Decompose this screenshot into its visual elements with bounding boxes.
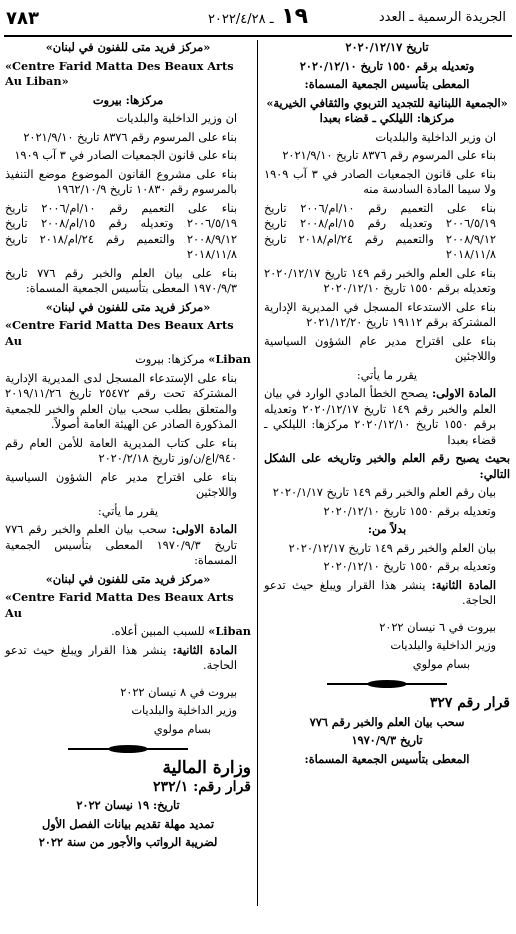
instead-of: بدلاً من: xyxy=(367,522,407,536)
correct-notice: بيان رقم العلم والخبر رقم ١٤٩ تاريخ ٢٠٢٠/١/١٧ xyxy=(272,486,496,499)
gazette-title: الجريدة الرسمية ـ العدد xyxy=(378,10,506,25)
preamble-minister: ان وزير الداخلية والبلديات xyxy=(375,130,496,144)
decision-subject: سحب بيان العلم والخبر رقم ٧٧٦ xyxy=(309,714,465,729)
article-1: المادة الاولى: يصحح الخطأ المادي الوارد في بيان العلم والخبر رقم ١٤٩ تاريخ ٢٠٢٠/١٢/١٧ وتعديله برقم ١٥٥٠ تاريخ ٢٠٢٠/١٢/١٠ مركزها: الليلكي ـ قضاء بعبدا xyxy=(264,386,496,447)
preamble-notice: بناء على بيان العلم والخبر رقم ٧٧٦ تاريخ ١٩٧٠/٩/٣ المعطى بتأسيس الجمعية المسماة: xyxy=(5,266,237,295)
decision-title: قرار رقم ٣٢٧ xyxy=(429,695,510,711)
amendment-line: وتعديله برقم ١٥٥٠ تاريخ ٢٠٢٠/١٢/١٠ xyxy=(299,58,475,73)
preamble-decree: بناء على المرسوم رقم ٨٣٧٦ تاريخ ٢٠٢١/٩/١٠ xyxy=(282,149,496,162)
decision-association-label: المعطى بتأسيس الجمعية المسماة: xyxy=(304,751,470,766)
preamble-law: بناء على قانون الجمعيات الصادر في ٣ آب ١٩٠٩ xyxy=(14,149,237,162)
association-name: «الجمعية اللبنانية للتجديد التربوي والثقافي الخيرية» مركزها: الليلكي ـ قضاء بعبدا xyxy=(266,95,508,125)
article-1-format: بحيث يصبح رقم العلم والخبر وتاريخه على الشكل التالي: xyxy=(264,451,510,481)
column-divider xyxy=(257,40,258,906)
preamble-circular: بناء على التعميم رقم ١٠/ام/٢٠٠٦ تاريخ ٢٠٠٦/٥/١٩ وتعديله رقم ١٥/ام/٢٠٠٨ تاريخ ٢٠٠٨/٩/١٢ والتعميم رقم ٢٤/ام/٢٠١٨ تاريخ ٢٠١٨/١١/٨ xyxy=(5,201,238,261)
association-arabic: «مركز فريد متى للفنون في لبنان» xyxy=(45,40,211,54)
signing-place: بيروت في ٦ نيسان ٢٠٢٢ xyxy=(379,620,496,634)
preamble-proposal: بناء على اقتراح مدير عام الشؤون السياسية واللاجئين xyxy=(264,334,496,363)
preamble-draft-law: بناء على مشروع القانون الموضوع موضع التنفيذ بالمرسوم رقم ١٠٨٣٠ تاريخ ١٩٦٢/١٠/٩ xyxy=(5,167,237,196)
date-line: تاريخ ٢٠٢٠/١٢/١٧ xyxy=(345,40,429,54)
left-column xyxy=(5,40,251,854)
right-column xyxy=(264,40,510,770)
preamble-notice: بناء على العلم والخبر رقم ١٤٩ تاريخ ٢٠٢٠/١٢/١٧ وتعديله برقم ١٥٥٠ تاريخ ٢٠٢٠/١٢/١٠ xyxy=(264,266,496,295)
decides-heading: يقرر ما يأتي: xyxy=(97,504,159,518)
preamble-decree: بناء على المرسوم رقم ٨٣٧٦ تاريخ ٢٠٢١/٩/١٠ xyxy=(23,130,237,144)
page-header xyxy=(6,4,510,34)
decision-subject-1: تمديد مهلة تقديم بيانات الفصل الأول xyxy=(42,816,214,831)
decision-subject-2: لضريبة الرواتب والأجور من سنة ٢٠٢٢ xyxy=(38,835,218,849)
preamble-request: بناء على الإستدعاء المسجل لدى المديرية الإدارية المشتركة تحت رقم ٢٥٤٧٢ تاريخ ٢٠١٩/١١/٢٦ والمتعلق بطلب سحب بيان العلم والخبر للجمعية المذكورة الصادر عن الهيئة العامة أصولاً. xyxy=(5,371,237,431)
notice-association-center: Liban» مركزها: بيروت xyxy=(135,352,251,366)
wrong-notice: بيان العلم والخبر رقم ١٤٩ تاريخ ٢٠٢٠/١٢/١٧ xyxy=(288,541,496,555)
decision-date: تاريخ: ١٩ نيسان ٢٠٢٢ xyxy=(76,798,180,812)
correct-amendment: وتعديله برقم ١٥٥٠ تاريخ ٢٠٢٠/١٢/١٠ xyxy=(323,504,496,518)
separator-ornament xyxy=(68,745,188,753)
decision-date: تاريخ ١٩٧٠/٩/٣ xyxy=(351,733,423,747)
preamble-security: بناء على كتاب المديرية العامة للأمن العام رقم ٩٤٠/اع/ن/وز تاريخ ٢٠٢٠/٢/١٨ xyxy=(5,436,237,465)
article-1-reason: Liban» للسبب المبين أعلاه. xyxy=(111,624,251,638)
article-1: المادة الاولى: سحب بيان العلم والخبر رقم ٧٧٦ تاريخ ١٩٧٠/٩/٣ المعطى بتأسيس الجمعية المسماة: xyxy=(5,522,237,567)
association-label: المعطى بتأسيس الجمعية المسماة: xyxy=(304,77,470,91)
minister-title: وزير الداخلية والبلديات xyxy=(131,704,237,717)
notice-association-french: «Centre Farid Matta Des Beaux Arts Au xyxy=(5,318,234,348)
association-center: مركزها: بيروت xyxy=(92,92,164,107)
article-1-association-french: «Centre Farid Matta Des Beaux Arts Au xyxy=(5,590,234,620)
preamble-circular: بناء على التعميم رقم ١٠/ام/٢٠٠٦ تاريخ ٢٠٠٦/٥/١٩ وتعديله رقم ١٥/ام/٢٠٠٨ تاريخ ٢٠٠٨/٩/١٢ والتعميم رقم ٢٤/ام/٢٠١٨ تاريخ ٢٠١٨/١١/٨ xyxy=(264,201,497,261)
minister-title: وزير الداخلية والبلديات xyxy=(390,639,496,652)
header-rule xyxy=(4,35,512,37)
decides-heading: يقرر ما يأتي: xyxy=(356,368,418,382)
issue-number: ١٩ ـ ٢٠٢٢/٤/٢٨ xyxy=(207,4,309,29)
ministry-heading: وزارة المالية xyxy=(162,758,251,778)
minister-name: بسام مولوي xyxy=(153,722,211,736)
separator-ornament xyxy=(327,680,447,688)
notice-association-arabic: «مركز فريد متى للفنون في لبنان» xyxy=(45,299,211,314)
preamble-minister: ان وزير الداخلية والبلديات xyxy=(116,112,237,125)
page-number: ٧٨٣ xyxy=(6,8,39,29)
minister-name: بسام مولوي xyxy=(412,657,470,671)
decision-number: قرار رقم: ٢٣٢/١ xyxy=(153,778,251,795)
preamble-request: بناء على الاستدعاء المسجل في المديرية الإدارية المشتركة برقم ١٩١١٢ تاريخ ٢٠٢١/١٢/٢٠ xyxy=(264,300,496,329)
article-2: المادة الثانية: ينشر هذا القرار ويبلغ حيث تدعو الحاجة. xyxy=(264,577,496,607)
preamble-proposal: بناء على اقتراح مدير عام الشؤون السياسية واللاجئين xyxy=(5,470,237,499)
preamble-law: بناء على قانون الجمعيات الصادر في ٣ آب ١٩٠٩ ولا سيما المادة السادسة منه xyxy=(264,167,496,196)
article-1-association-arabic: «مركز فريد متى للفنون في لبنان» xyxy=(45,571,211,586)
article-2: المادة الثانية: ينشر هذا القرار ويبلغ حيث تدعو الحاجة. xyxy=(5,642,237,672)
signing-place: بيروت في ٨ نيسان ٢٠٢٢ xyxy=(120,685,237,699)
association-french: «Centre Farid Matta Des Beaux Arts Au Liban» xyxy=(5,58,234,88)
wrong-amendment: وتعديله برقم ١٥٥٠ تاريخ ٢٠٢٠/١٢/١٠ xyxy=(323,560,496,573)
